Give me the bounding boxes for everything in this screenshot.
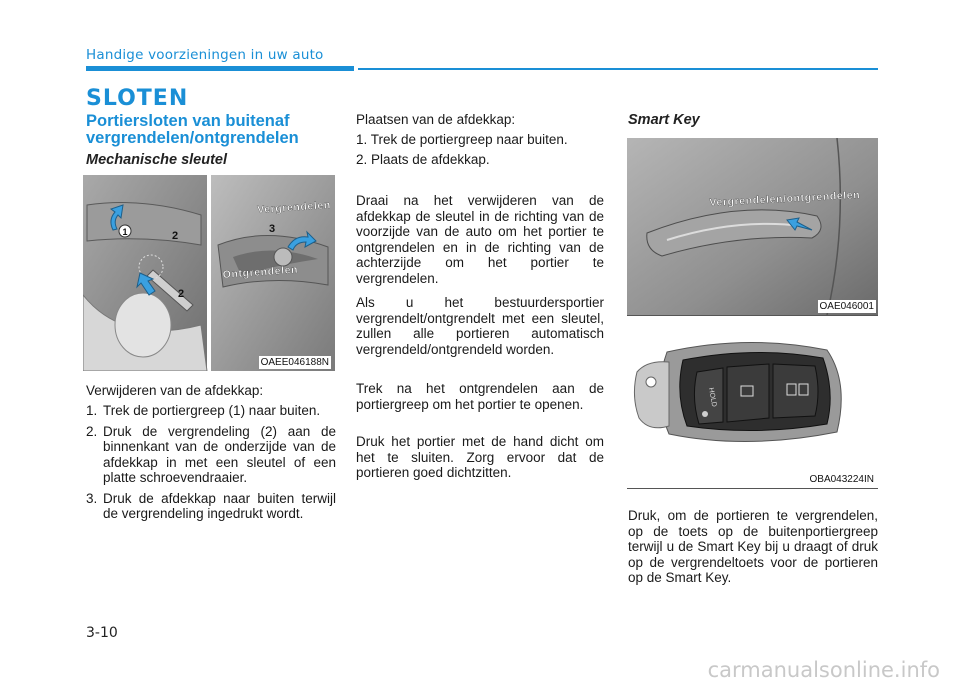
list-item: 2. Druk de vergrendeling (2) aan de binnenkant van de onderzijde van de afdekkap in met een sleutel of een platte schroevendraaier. [86,423,336,485]
figure-code: OAE046001 [819,301,874,312]
remove-cover-steps [86,403,336,527]
figure-door-handle [627,138,878,315]
header-bar [86,66,354,71]
install-step-2: 2. Plaats de afdekkap. [356,152,490,167]
subheading-smart-key: Smart Key [628,112,700,128]
header-rule [358,68,878,70]
subheading-mechanical-key: Mechanische sleutel [86,152,228,168]
figure-code: OAEE046188N [260,357,329,368]
paragraph-smart-key: Druk, om de portieren te vergrendelen, op de toets op de buitenportiergreep terwijl u de Smart Key bij u draagt of druk op de vergrendeltoets voor de portieren op de Smart Key. [628,508,878,585]
paragraph-turn-key: Draai na het verwijderen van de afdekkap de sleutel in de richting van de voorzijde van de auto om het portier te ontgrendelen en in de richting van de achterzijde om het portier te vergrendelen. [356,193,604,286]
install-cover-intro: Plaatsen van de afdekkap: [356,112,516,127]
list-item: 1. Trek de portiergreep (1) naar buiten. [86,403,321,418]
marker-2b: 2 [177,288,185,300]
panic-icon [702,411,708,417]
figure-divider [627,315,878,316]
section-header: Handige voorzieningen in uw auto [86,47,324,63]
marker-1: 1 [122,227,128,237]
figure-smart-key [627,322,878,488]
label-lock: Vergrendelen [256,199,332,217]
figure-bottom-rule [627,488,878,489]
paragraph-driver-door: Als u het bestuurdersportier vergrendelt/ontgrendelt met een sleutel, zullen alle portieren automatisch vergrendeld/ontgrendeld worden. [356,295,604,357]
label-unlock: Ontgrendelen [222,263,299,281]
label-lock-unlock: Vergrendelen/ontgrendelen [709,189,861,209]
install-step-1: 1. Trek de portiergreep naar buiten. [356,132,568,147]
figure-mechanical-key [83,175,335,371]
paragraph-open-door: Trek na het ontgrendelen aan de portiergreep om het portier te openen. [356,381,604,412]
figure-code: OBA043224IN [809,474,874,485]
chapter-title: SLOTEN [86,86,189,111]
remove-cover-intro: Verwijderen van de afdekkap: [86,383,264,398]
hold-label: HOLD [707,387,718,408]
marker-3: 3 [268,223,276,235]
smart-key-illustration [627,322,878,488]
door-handle-illustration [627,138,878,315]
marker-2a: 2 [171,230,179,242]
page-number: 3-10 [86,625,118,641]
list-item: 3. Druk de afdekkap naar buiten terwijl de vergrendeling ingedrukt wordt. [86,490,336,521]
section-heading: Portiersloten van buitenaf vergrendelen/ontgrendelen [86,112,299,147]
paragraph-close-door: Druk het portier met de hand dicht om het te sluiten. Zorg ervoor dat de portieren goed dichtzitten. [356,434,604,480]
watermark: carmanualsonline.info [707,658,940,682]
mechanical-key-illustration [83,175,335,371]
